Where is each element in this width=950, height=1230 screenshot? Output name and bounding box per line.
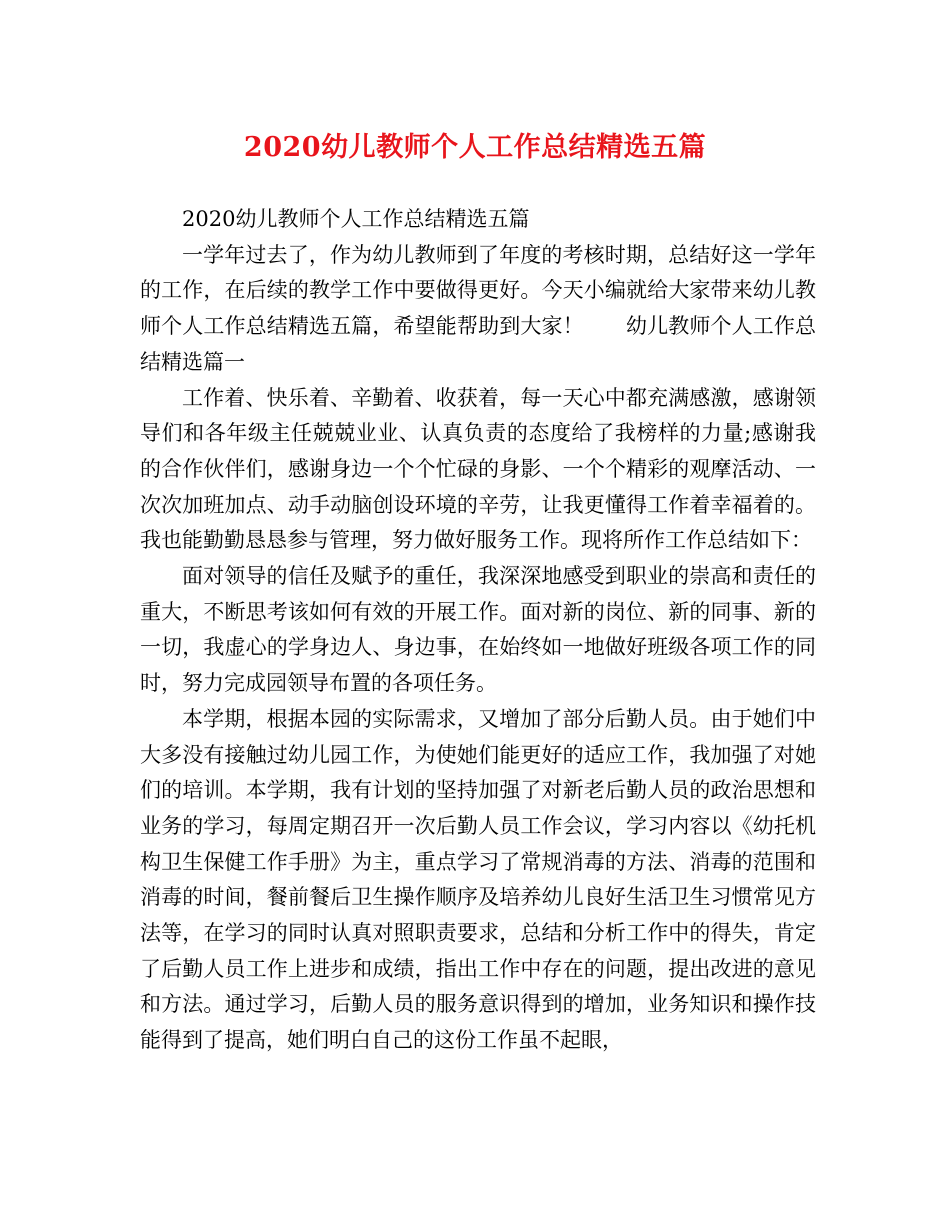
- paragraph-responsibility: 面对领导的信任及赋予的重任，我深深地感受到职业的崇高和责任的重大，不断思考该如何有效的开展工作。面对新的岗位、新的同事、新的一切，我虚心的学身边人、身边事，在始终如一地做好班级各项工作的同时，努力完成园领导布置的各项任务。: [140, 564, 816, 696]
- document-title: 2020幼儿教师个人工作总结精选五篇: [243, 132, 707, 163]
- paragraph-gratitude: 工作着、快乐着、辛勤着、收获着，每一天心中都充满感激，感谢领导们和各年级主任兢兢业业、认真负责的态度给了我榜样的力量;感谢我的合作伙伴们，感谢身边一个个忙碌的身影、一个个精彩的观摩活动、一次次加班加点、动手动脑创设环境的辛劳，让我更懂得工作着幸福着的。我也能勤勤恳恳参与管理，努力做好服务工作。现将所作工作总结如下：: [140, 385, 816, 553]
- paragraph-intro: 一学年过去了，作为幼儿教师到了年度的考核时期，总结好这一学年的工作，在后续的教学工作中要做得更好。今天小编就给大家带来幼儿教师个人工作总结精选五篇，希望能帮助到大家！ 幼儿教师个人工作总结精选篇一: [140, 242, 816, 374]
- paragraph-training: 本学期，根据本园的实际需求，又增加了部分后勤人员。由于她们中大多没有接触过幼儿园工作，为使她们能更好的适应工作，我加强了对她们的培训。本学期，我有计划的坚持加强了对新老后勤人员的政治思想和业务的学习，每周定期召开一次后勤人员工作会议，学习内容以《幼托机构卫生保健工作手册》为主，重点学习了常规消毒的方法、消毒的范围和消毒的时间，餐前餐后卫生操作顺序及培养幼儿良好生活卫生习惯常见方法等，在学习的同时认真对照职责要求，总结和分析工作中的得失，肯定了后勤人员工作上进步和成绩，指出工作中存在的问题，提出改进的意见和方法。通过学习，后勤人员的服务意识得到的增加，业务知识和操作技能得到了提高，她们明白自己的这份工作虽不起眼，: [140, 706, 816, 1053]
- paragraph-subtitle: 2020幼儿教师个人工作总结精选五篇: [182, 207, 530, 231]
- document-body: [140, 202, 816, 1059]
